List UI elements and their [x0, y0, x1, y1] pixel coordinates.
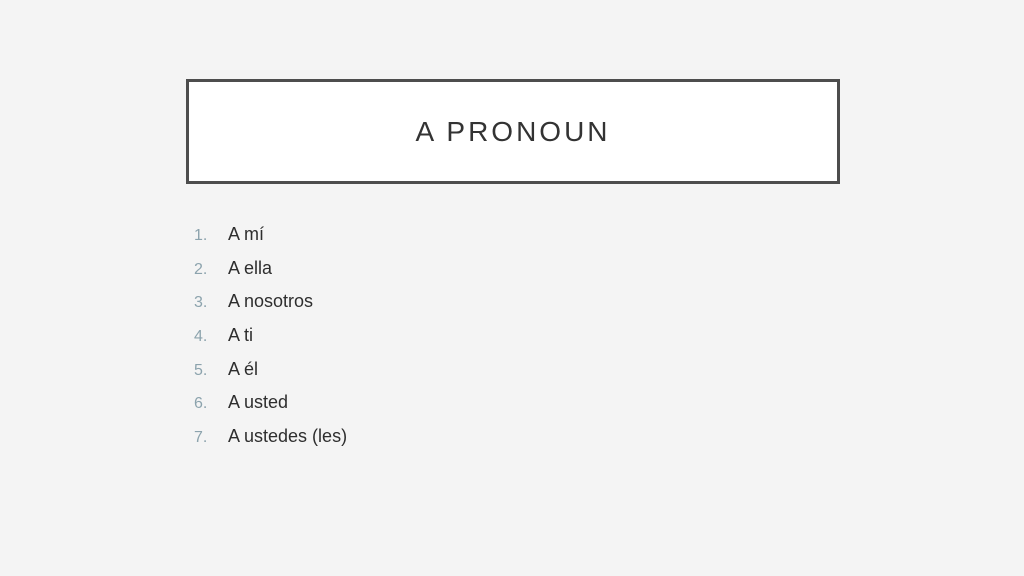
list-item — [190, 325, 347, 359]
list-item-text: A nosotros — [228, 291, 314, 312]
list-item-text: A usted — [228, 392, 289, 413]
list-item-text: A ella — [228, 257, 273, 278]
list-item-number: 1. — [194, 227, 208, 244]
list-item-number: 4. — [194, 328, 208, 346]
list-item — [190, 359, 347, 393]
list-item — [190, 392, 347, 426]
list-item — [190, 426, 347, 460]
list-item — [190, 258, 347, 292]
list-item — [190, 291, 347, 325]
list-item-text: A ustedes (les) — [228, 426, 348, 447]
list-item-number: 7. — [194, 429, 208, 447]
title-box — [186, 79, 840, 184]
list-item-text: A mí — [228, 224, 265, 244]
list-item-number: 3. — [194, 294, 208, 312]
list-item-number: 6. — [194, 395, 208, 413]
slide-title: A PRONOUN — [415, 115, 611, 147]
list-item-text: A ti — [228, 325, 254, 346]
list-item-number: 5. — [194, 361, 208, 379]
list-item — [190, 224, 347, 258]
list-item-number: 2. — [194, 260, 208, 278]
list-item-text: A él — [228, 358, 259, 379]
pronoun-list — [190, 224, 347, 460]
